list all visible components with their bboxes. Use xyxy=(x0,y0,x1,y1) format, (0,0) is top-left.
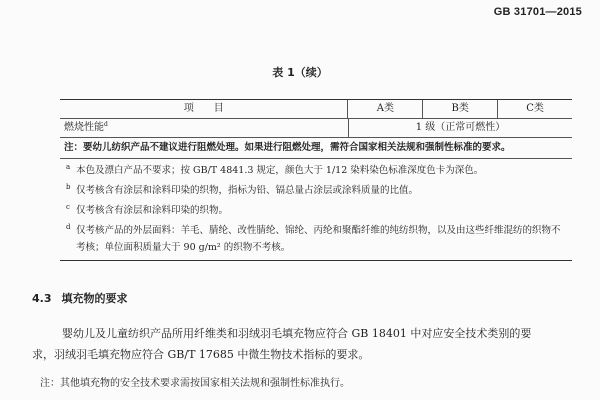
table-title: 表 1（续） xyxy=(272,66,328,79)
footnote-mark: c xyxy=(66,203,70,211)
table-footnotes xyxy=(60,159,572,260)
row-item-label xyxy=(60,119,349,137)
table-row xyxy=(60,119,572,138)
footnote xyxy=(66,222,566,256)
section-heading xyxy=(32,290,128,306)
footnote xyxy=(66,182,566,199)
column-header-c: C类 xyxy=(526,103,544,114)
table-note: 注：要幼儿纺织产品不建议进行阻燃处理。如果进行阻燃处理，需符合国家相关法规和强制性标准的要求。 xyxy=(60,138,572,159)
footnote-mark: b xyxy=(66,183,71,191)
row-value: 1 级（正常可燃性） xyxy=(415,122,506,133)
column-header-a: A类 xyxy=(348,100,423,118)
column-header-item: 项 目 xyxy=(60,100,348,118)
section-paragraph-line-1: 婴幼儿及儿童纺织产品所用纤维类和羽绒羽毛填充物应符合 GB 18401 中对应安全技术类别的要 xyxy=(62,327,532,340)
row-item-text: 燃烧性能 xyxy=(64,122,104,133)
footnote-text: 本色及漂白产品不要求；按 GB/T 4841.3 规定，颜色大于 1/12 染料染色标准深度色卡为深色。 xyxy=(76,165,484,176)
footnote-text: 仅考核含有涂层和涂料印染的织物。 xyxy=(76,205,229,216)
footnote-mark: a xyxy=(66,163,71,171)
footnote-mark: d xyxy=(66,223,71,231)
standard-code: GB 31701—2015 xyxy=(493,6,582,18)
column-header-b: B类 xyxy=(423,100,498,118)
footnote xyxy=(66,202,566,219)
row-item-footnote-mark: d xyxy=(104,121,108,128)
table-header-row xyxy=(60,100,572,119)
footnote-text: 仅考核含有涂层和涂料印染的织物，指标为铅、镉总量占涂层或涂料质量的比值。 xyxy=(76,185,419,196)
section-number: 4.3 xyxy=(32,292,52,305)
footnote xyxy=(66,162,566,179)
section-title: 填充物的要求 xyxy=(61,292,128,305)
requirements-table xyxy=(60,99,572,261)
section-paragraph-line-2: 求，羽绒羽毛填充物应符合 GB/T 17685 中微生物技术指标的要求。 xyxy=(32,348,370,361)
section-note: 注：其他填充物的安全技术要求需按国家相关法规和强制性标准执行。 xyxy=(40,378,350,389)
footnote-text: 仅考核产品的外层面料：羊毛、腈纶、改性腈纶、锦纶、丙纶和聚酯纤维的纯纺织物，以及由这些纤维混纺的织物不考核；单位面积质量大于 90 g/m² 的织物不考核。 xyxy=(76,225,561,253)
